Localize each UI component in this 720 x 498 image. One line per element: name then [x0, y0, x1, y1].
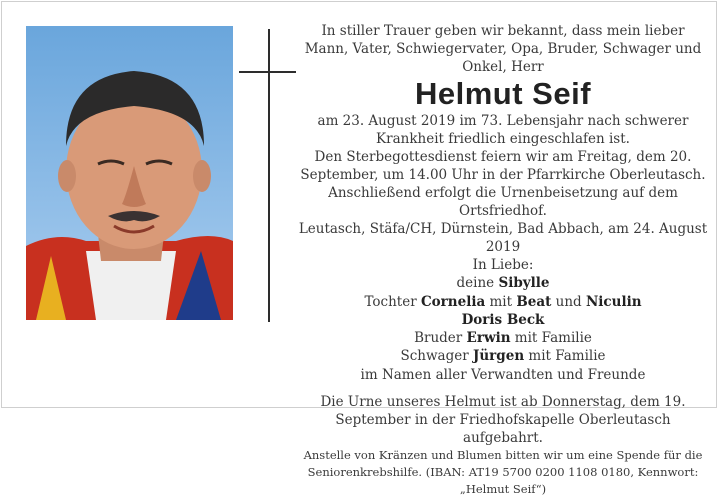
intro-text: In stiller Trauer geben wir bekannt, dass mein lieber Mann, Vater, Schwiegervater, Opa, Bruder, Schwager und Onkel, Herr	[304, 23, 702, 75]
brotherinlaw-name: Jürgen	[472, 348, 525, 365]
brotherinlaw-suffix: mit Familie	[524, 348, 606, 365]
portrait-photo	[26, 26, 233, 320]
family-relatives: im Namen aller Verwandten und Freunde	[360, 366, 646, 383]
wife-prefix: deine	[456, 275, 499, 292]
daughter-partner-name: Beat	[516, 293, 552, 310]
brother-name: Erwin	[466, 330, 511, 347]
family-brotherinlaw	[298, 347, 708, 365]
family-heading: In Liebe:	[472, 257, 534, 273]
doris-name: Doris Beck	[461, 311, 545, 328]
donation-text: Anstelle von Kränzen und Blumen bitten wir um eine Spende für die Seniorenkrebshilfe. (IBAN: AT19 5700 0200 1108 0180, Kennwort: „Helmut Seif“)	[303, 448, 703, 497]
family-doris	[298, 311, 708, 329]
brother-suffix: mit Familie	[510, 330, 592, 347]
urn-text: Die Urne unseres Helmut ist ab Donnerstag, dem 19. September in der Friedhofskapelle Oberleutasch aufgebahrt.	[320, 394, 686, 447]
grandchild-name: Niculin	[585, 293, 642, 310]
family-wife	[298, 274, 708, 292]
daughter-prefix: Tochter	[364, 293, 421, 310]
daughter-name: Cornelia	[420, 293, 486, 310]
deceased-name: Helmut Seif	[414, 76, 592, 111]
and-word: und	[551, 293, 586, 310]
death-text: am 23. August 2019 im 73. Lebensjahr nach schwerer Krankheit friedlich eingeschlafen ist.	[317, 113, 689, 147]
with-word: mit	[485, 293, 517, 310]
brother-prefix: Bruder	[414, 330, 467, 347]
cross-vertical-bar	[268, 29, 270, 322]
family-daughter	[298, 293, 708, 311]
wife-name: Sibylle	[498, 275, 550, 292]
notice-text	[298, 22, 708, 498]
family-brother	[298, 329, 708, 347]
obituary-notice	[1, 1, 717, 497]
brotherinlaw-prefix: Schwager	[400, 348, 473, 365]
cross-horizontal-bar	[239, 71, 296, 73]
family-list	[298, 256, 708, 384]
service-text: Den Sterbegottesdienst feiern wir am Freitag, dem 20. September, um 14.00 Uhr in der Pfarrkirche Oberleutasch. Anschließend erfolgt die Urnenbeisetzung auf dem Ortsfriedhof.	[300, 149, 706, 219]
place-date: Leutasch, Stäfa/CH, Dürnstein, Bad Abbach, am 24. August 2019	[298, 221, 708, 255]
